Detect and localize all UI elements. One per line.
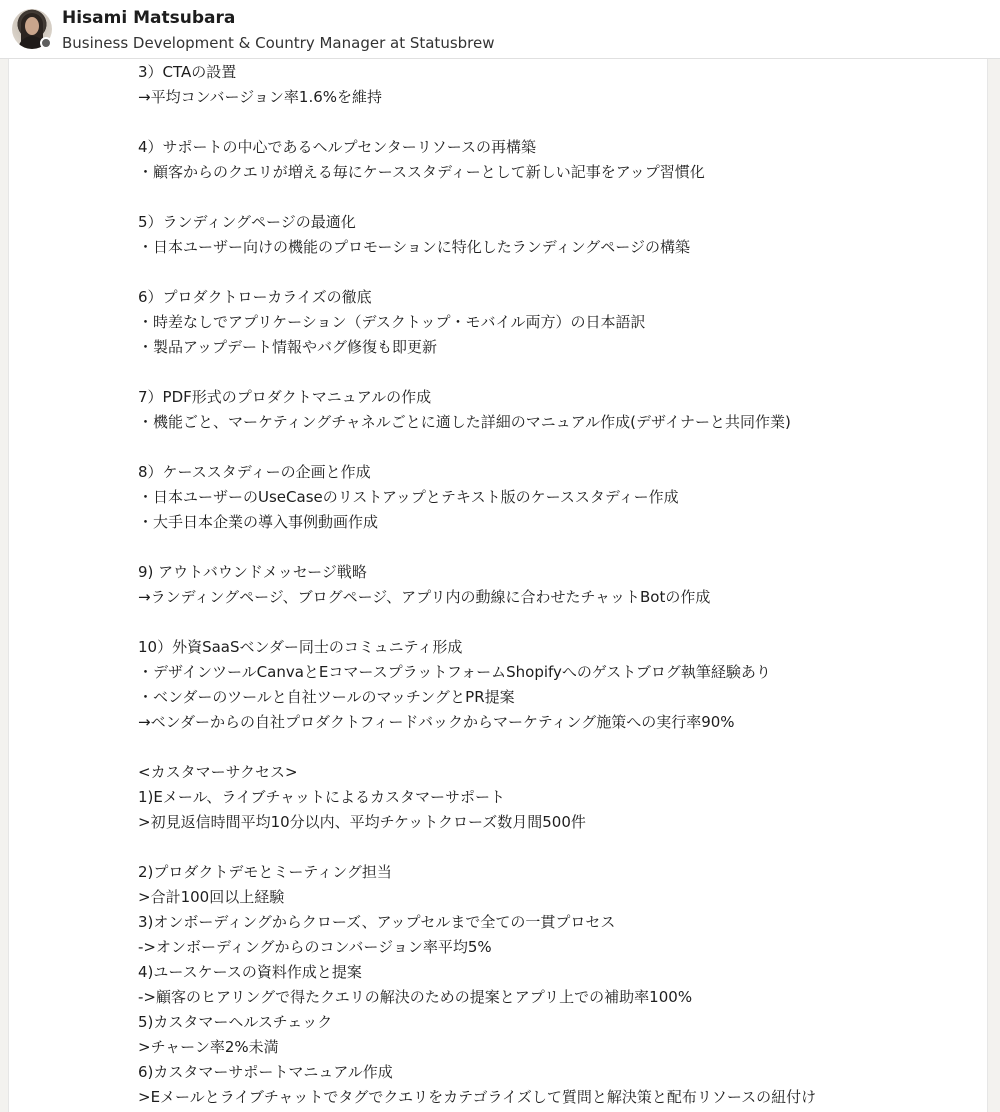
post-line: 3)オンボーディングからクローズ、アップセルまで全ての一貫プロセス <box>138 913 616 931</box>
post-line: <カスタマーサクセス> <box>138 763 298 781</box>
post-line: ->オンボーディングからのコンバージョン率平均5% <box>138 938 492 956</box>
post-text <box>138 60 978 1110</box>
post-line: 5）ランディングページの最適化 <box>138 213 356 231</box>
blank-line <box>138 835 978 860</box>
profile-header <box>0 0 1000 59</box>
post-line: ・日本ユーザー向けの機能のプロモーションに特化したランディングページの構築 <box>138 238 691 256</box>
post-line: 6)カスタマーサポートマニュアル作成 <box>138 1063 393 1081</box>
profile-name[interactable]: Hisami Matsubara <box>62 8 236 28</box>
avatar-face <box>25 17 39 35</box>
post-line: 1)Eメール、ライブチャットによるカスタマーサポート <box>138 788 506 806</box>
post-line: ・製品アップデート情報やバグ修復も即更新 <box>138 338 437 356</box>
post-line: ・機能ごと、マーケティングチャネルごとに適した詳細のマニュアル作成(デザイナーと共同作業) <box>138 413 791 431</box>
blank-line <box>138 435 978 460</box>
blank-line <box>138 535 978 560</box>
blank-line <box>138 360 978 385</box>
presence-indicator-icon <box>40 37 52 49</box>
post-line: >初見返信時間平均10分以内、平均チケットクローズ数月間500件 <box>138 813 586 831</box>
blank-line <box>138 610 978 635</box>
post-line: 6）プロダクトローカライズの徹底 <box>138 288 372 306</box>
post-line: >Eメールとライブチャットでタグでクエリをカテゴライズして質問と解決策と配布リソースの紐付け <box>138 1088 817 1106</box>
post-line: ・ベンダーのツールと自社ツールのマッチングとPR提案 <box>138 688 515 706</box>
post-line: 8）ケーススタディーの企画と作成 <box>138 463 371 481</box>
post-line: 4)ユースケースの資料作成と提案 <box>138 963 362 981</box>
profile-headline: Business Development & Country Manager at Statusbrew <box>62 34 495 52</box>
post-line: ・顧客からのクエリが増える毎にケーススタディーとして新しい記事をアップ習慣化 <box>138 163 705 181</box>
post-line: ・時差なしでアプリケーション（デスクトップ・モバイル両方）の日本語訳 <box>138 313 646 331</box>
post-line: >チャーン率2%未満 <box>138 1038 279 1056</box>
blank-line <box>138 110 978 135</box>
post-line: →ベンダーからの自社プロダクトフィードバックからマーケティング施策への実行率90% <box>138 713 735 731</box>
post-line: ・大手日本企業の導入事例動画作成 <box>138 513 379 531</box>
post-line: ・デザインツールCanvaとEコマースプラットフォームShopifyへのゲストブログ執筆経験あり <box>138 663 771 681</box>
post-line: 7）PDF形式のプロダクトマニュアルの作成 <box>138 388 432 406</box>
blank-line <box>138 735 978 760</box>
post-line: 2)プロダクトデモとミーティング担当 <box>138 863 392 881</box>
post-line: 10）外資SaaSベンダー同士のコミュニティ形成 <box>138 638 463 656</box>
post-content <box>8 59 988 1112</box>
post-line: →ランディングページ、ブログページ、アプリ内の動線に合わせたチャットBotの作成 <box>138 588 711 606</box>
post-line: 3）CTAの設置 <box>138 63 237 81</box>
post-line: 4）サポートの中心であるヘルプセンターリソースの再構築 <box>138 138 537 156</box>
scrollbar[interactable] <box>988 59 1000 1112</box>
post-line: ・日本ユーザーのUseCaseのリストアップとテキスト版のケーススタディー作成 <box>138 488 679 506</box>
post-line: 5)カスタマーヘルスチェック <box>138 1013 333 1031</box>
blank-line <box>138 185 978 210</box>
post-line: →平均コンバージョン率1.6%を維持 <box>138 88 383 106</box>
post-line: >合計100回以上経験 <box>138 888 285 906</box>
post-line: ->顧客のヒアリングで得たクエリの解決のための提案とアプリ上での補助率100% <box>138 988 693 1006</box>
blank-line <box>138 260 978 285</box>
post-line: 9) アウトバウンドメッセージ戦略 <box>138 563 367 581</box>
